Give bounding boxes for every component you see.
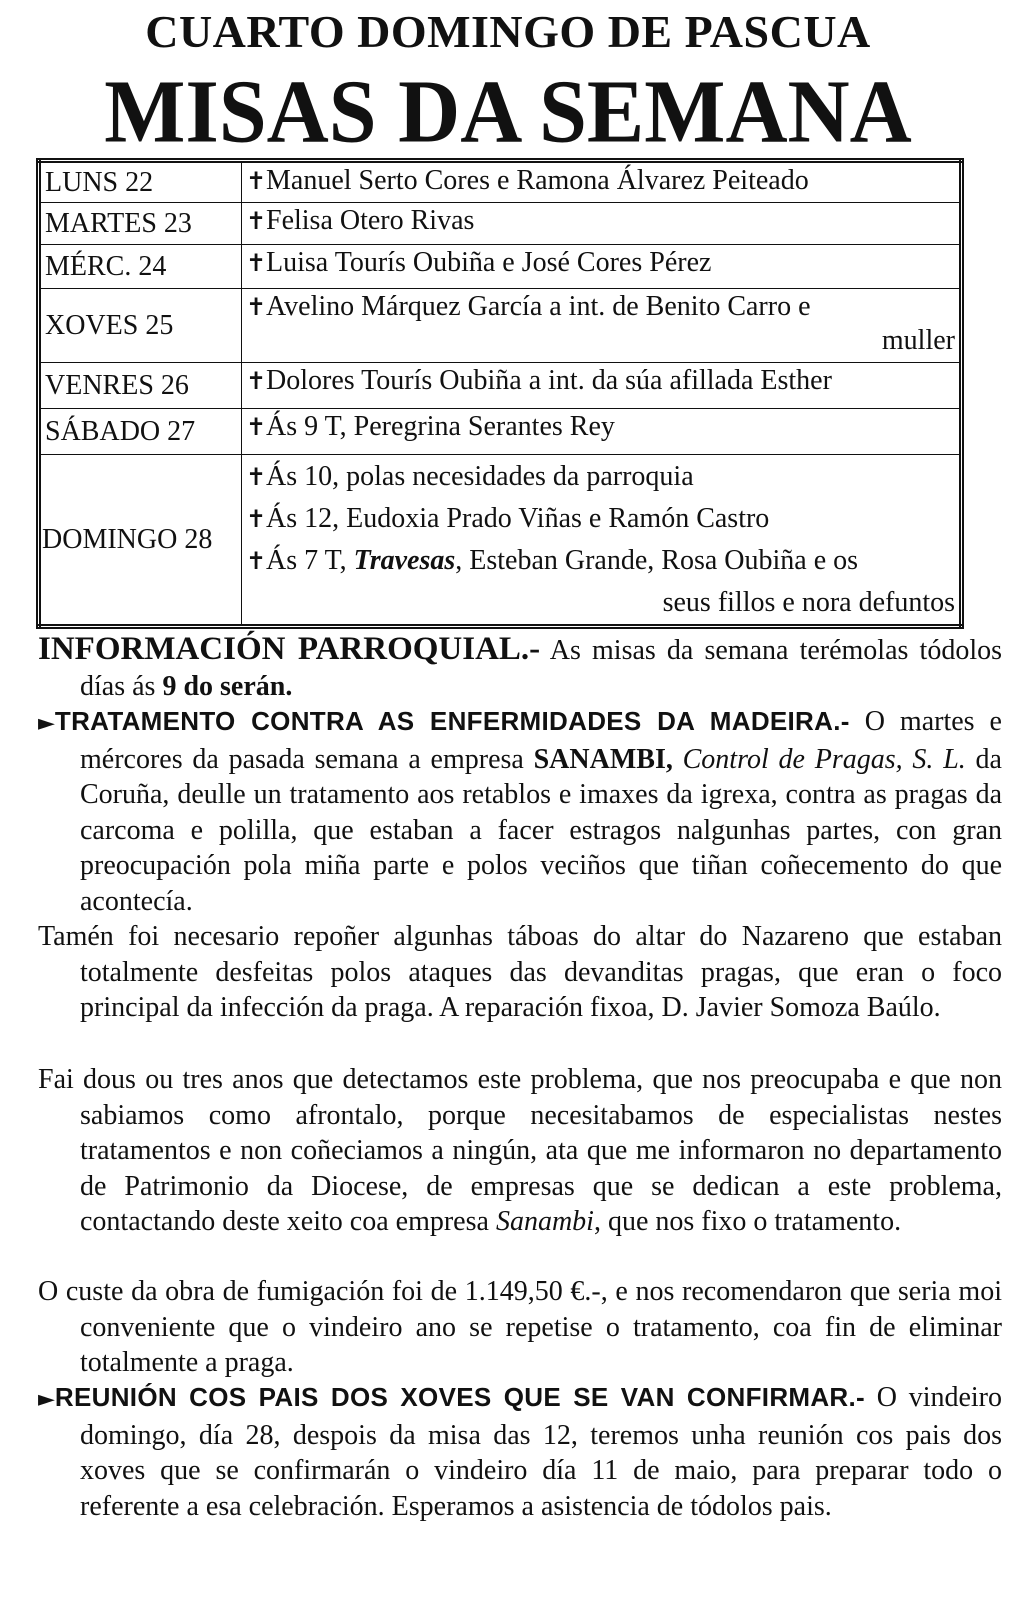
cross-icon: ✝ [246, 505, 267, 533]
table-row [39, 161, 962, 203]
meeting-heading: REUNIÓN COS PAIS DOS XOVES QUE SE VAN CONFIRMAR.- [54, 1382, 865, 1412]
cross-icon: ✝ [246, 293, 267, 321]
day-cell: XOVES 25 [39, 289, 242, 363]
table-row [39, 363, 962, 409]
treatment-paragraph: ►TRATAMENTO CONTRA AS ENFERMIDADES DA MADEIRA.- O martes e mércores da pasada semana a empresa SANAMBI, Control de Pragas, S. L. da Coruña, deulle un tratamento aos retablos e imaxes da igrexa, contra as pragas da carcoma e polilla, que estaban a facer estragos nalgunhas partes, con gran preocupación pola miña parte e polos veciños que tiñan coñecemento do que acontecía. [38, 706, 1002, 917]
treatment-paragraph-2: Tamén foi necesario repoñer algunhas táboas do altar do Nazareno que estaban totalmente desfeitas polos ataques das devanditas pragas, que eran o foco principal da infección da praga. A reparación fixoa, D. Javier Somoza Baúlo. [38, 921, 1002, 1024]
intention-cell: ✝Dolores Tourís Oubiña a int. da súa afillada Esther [242, 363, 962, 409]
info-paragraph: INFORMACIÓN PARROQUIAL.- As misas da semana terémolas tódolos días ás 9 do serán. [38, 631, 1002, 702]
table-row [39, 245, 962, 289]
cross-icon: ✝ [246, 167, 267, 195]
day-cell: SÁBADO 27 [39, 409, 242, 455]
arrow-icon: ► [38, 1387, 55, 1412]
day-cell: MÉRC. 24 [39, 245, 242, 289]
mass-schedule-table [36, 158, 964, 629]
meeting-paragraph: ►REUNIÓN COS PAIS DOS XOVES QUE SE VAN CONFIRMAR.- O vindeiro domingo, día 28, despois da misa das 12, teremos unha reunión cos pais dos xoves que se confirmarán o vindeiro día 11 de maio, para preparar todo o referente a esa celebración. Esperamos a asistencia de tódolos pais. [38, 1382, 1003, 1522]
arrow-icon: ► [38, 711, 55, 736]
day-cell: LUNS 22 [39, 161, 242, 203]
cross-icon: ✝ [246, 547, 267, 575]
page-title: MISAS DA SEMANA [104, 60, 912, 162]
intention-cell: ✝Manuel Serto Cores e Ramona Álvarez Peiteado [242, 161, 962, 203]
treatment-paragraph-4: O custe da obra de fumigación foi de 1.149,50 €.-, e nos recomendaron que seria moi conveniente que o vindeiro ano se repetise o tratamento, coa fin de eliminar totalmente a praga. [38, 1276, 1002, 1379]
subtitle: CUARTO DOMINGO DE PASCUA [145, 6, 871, 57]
info-heading: INFORMACIÓN PARROQUIAL.- [38, 631, 541, 667]
day-cell: VENRES 26 [39, 363, 242, 409]
day-cell: MARTES 23 [39, 203, 242, 245]
intention-cell: ✝Felisa Otero Rivas [242, 203, 962, 245]
table-row [39, 455, 962, 627]
table-row [39, 203, 962, 245]
cross-icon: ✝ [246, 249, 267, 277]
cross-icon: ✝ [246, 207, 267, 235]
intention-cell: ✝Ás 10, polas necesidades da parroquia ✝Ás 12, Eudoxia Prado Viñas e Ramón Castro ✝Ás 7 T, Travesas, Esteban Grande, Rosa Oubiña e os seus fillos e nora defuntos [242, 455, 962, 627]
intention-cell: ✝Ás 9 T, Peregrina Serantes Rey [242, 409, 962, 455]
table-row [39, 289, 962, 363]
cross-icon: ✝ [246, 413, 267, 441]
cross-icon: ✝ [246, 367, 267, 395]
treatment-paragraph-3: Fai dous ou tres anos que detectamos este problema, que nos preocupaba e que non sabiamos como afrontalo, porque necesitabamos de especialistas nestes tratamentos e non coñeciamos a ningún, ata que me informaron no departamento de Patrimonio da Diocese, de empresas que se dedican a este problema, contactando deste xeito coa empresa Sanambi, que nos fixo o tratamento. [38, 1064, 1002, 1238]
table-row [39, 409, 962, 455]
intention-cell: ✝Luisa Tourís Oubiña e José Cores Pérez [242, 245, 962, 289]
cross-icon: ✝ [246, 463, 267, 491]
treatment-heading: TRATAMENTO CONTRA AS ENFERMIDADES DA MADEIRA.- [54, 706, 850, 736]
intention-cell: ✝Avelino Márquez García a int. de Benito Carro e muller [242, 289, 962, 363]
day-cell: DOMINGO 28 [39, 455, 242, 627]
